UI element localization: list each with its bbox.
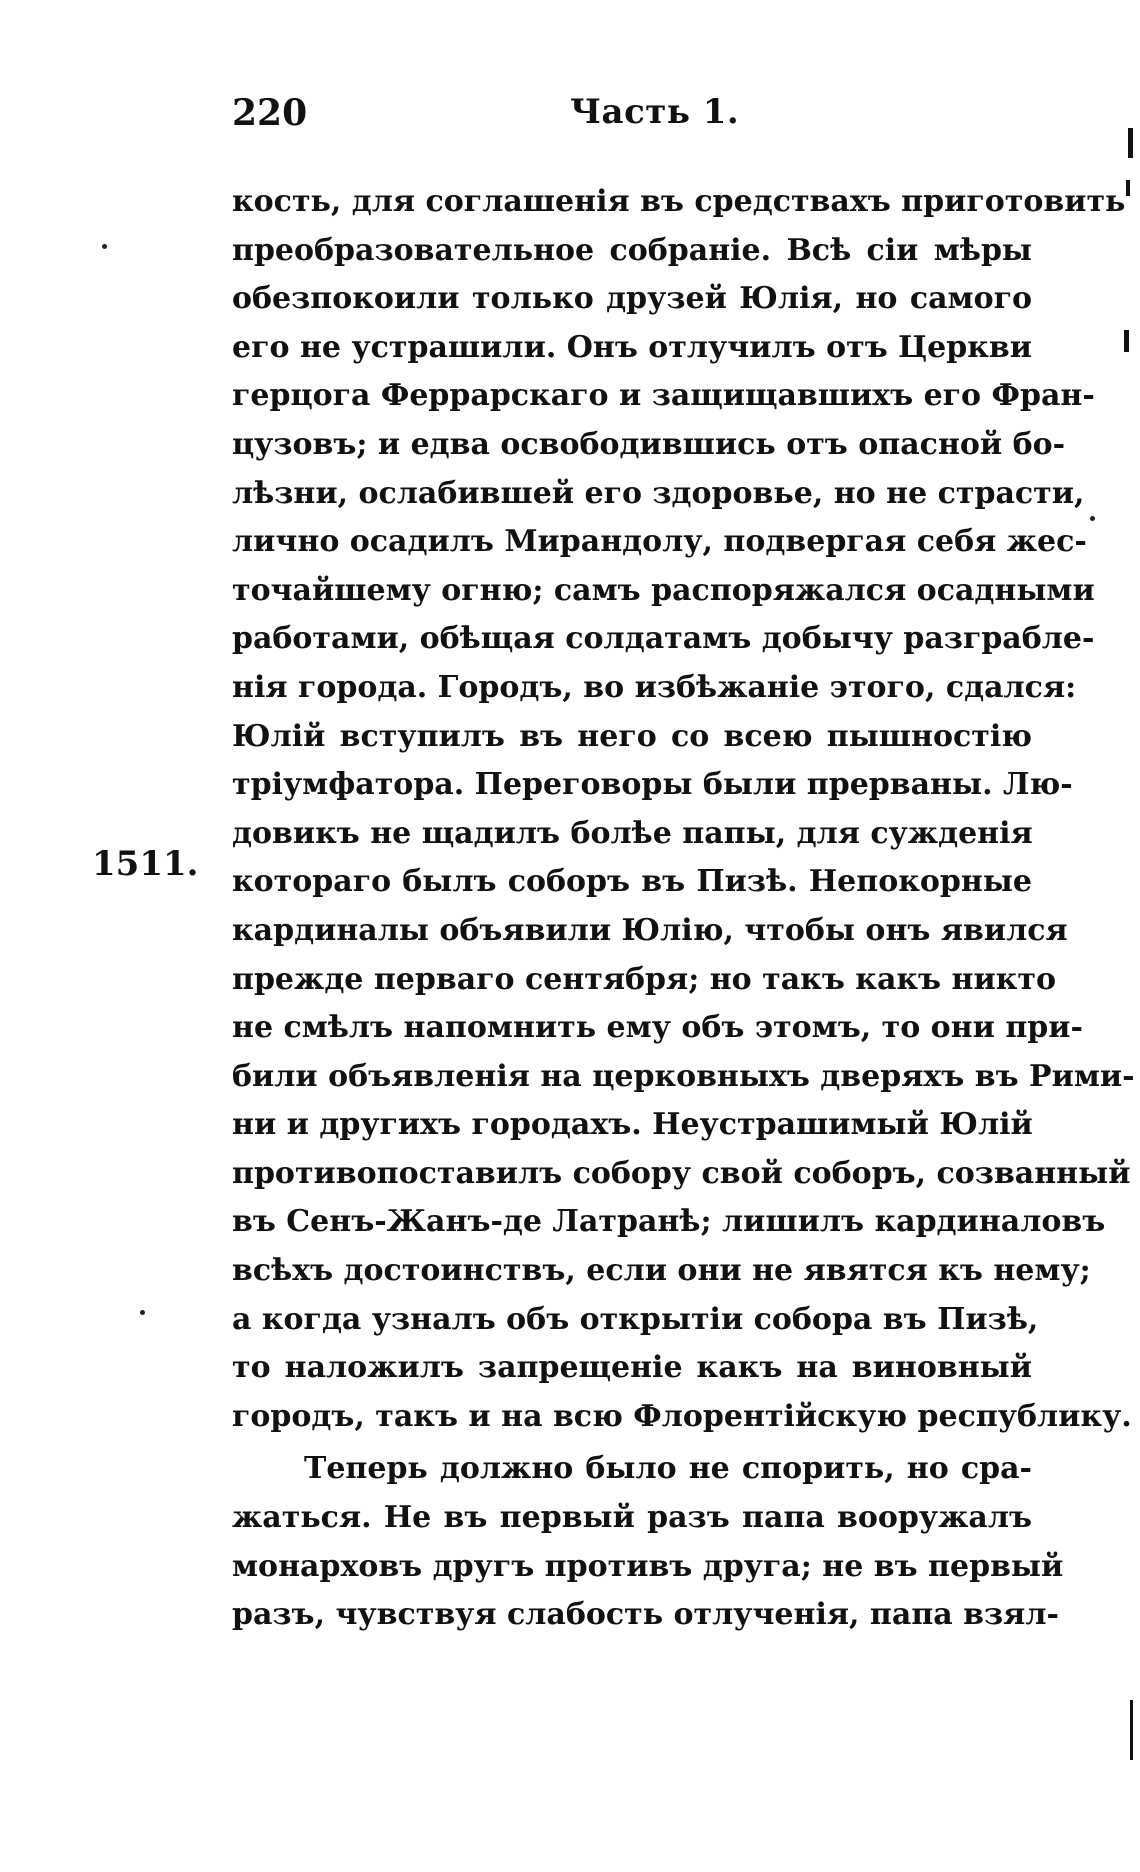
text-line: довикъ не щадилъ болѣе папы, для сужденія	[232, 815, 1033, 851]
text-line: то наложилъ запрещеніе какъ на виновный	[232, 1350, 1032, 1386]
text-line: герцога Феррарскаго и защищавшихъ его Фран-	[232, 378, 1095, 414]
page-number: 220	[232, 92, 308, 134]
scan-speck	[102, 244, 107, 249]
text-line: прежде перваго сентября; но такъ какъ никто	[232, 961, 1056, 997]
text-line: цузовъ; и едва освободившись отъ опасной бо-	[232, 426, 1066, 462]
text-line: въ Сенъ-Жанъ-де Латранѣ; лишилъ кардиналовъ	[232, 1204, 1106, 1240]
text-line: кость, для соглашенія въ средствахъ приготовить	[232, 184, 1126, 219]
text-line: городъ, такъ и на всю Флорентійскую республику.	[232, 1398, 1132, 1434]
text-line: котораго былъ соборъ въ Пизѣ. Непокорные	[232, 864, 1032, 900]
text-line: всѣхъ достоинствъ, если они не явятся къ нему;	[232, 1253, 1091, 1289]
text-line: точайшему огню; самъ распоряжался осадными	[232, 572, 1095, 608]
margin-year-note: 1511.	[92, 844, 199, 884]
text-line: нія города. Городъ, во избѣжаніе этого, сдался:	[232, 669, 1077, 705]
text-line: монарховъ другъ противъ друга; не въ первый	[232, 1548, 1064, 1584]
scan-edge-mark	[1128, 128, 1133, 158]
text-line: преобразовательное собраніе. Всѣ сіи мѣры	[232, 232, 1032, 268]
scan-edge-mark	[1124, 330, 1129, 352]
body-text	[232, 178, 1135, 1640]
text-line: обезпокоили только друзей Юлія, но самого	[232, 281, 1032, 317]
text-line: Юлій вступилъ въ него со всею пышностію	[232, 718, 1032, 754]
scan-edge-mark	[1126, 180, 1130, 196]
scan-speck	[1090, 516, 1095, 521]
scan-speck	[140, 1310, 145, 1315]
text-line: били объявленія на церковныхъ дверяхъ въ Рими-	[232, 1058, 1135, 1094]
text-line: противопоставилъ собору свой соборъ, созванный	[232, 1155, 1131, 1191]
text-line: тріумфатора. Переговоры были прерваны. Лю-	[232, 767, 1073, 803]
text-line: его не устрашили. Онъ отлучилъ отъ Церкви	[232, 329, 1032, 365]
running-head: Часть 1.	[570, 92, 740, 132]
text-line: ни и другихъ городахъ. Неустрашимый Юлій	[232, 1107, 1033, 1143]
scan-edge-mark	[1130, 1700, 1133, 1760]
text-line: лѣзни, ослабившей его здоровье, но не страсти,	[232, 475, 1085, 511]
page-header	[232, 92, 1032, 142]
text-line: а когда узналъ объ открытіи собора въ Пизѣ,	[232, 1301, 1039, 1337]
text-line: жаться. Не въ первый разъ папа вооружалъ	[232, 1500, 1032, 1536]
text-line: кардиналы объявили Юлію, чтобы онъ явился	[232, 912, 1068, 948]
text-line: разъ, чувствуя слабость отлученія, папа взял-	[232, 1597, 1059, 1633]
text-line: лично осадилъ Мирандолу, подвергая себя жес-	[232, 524, 1087, 560]
text-line: Теперь должно было не спорить, но сра-	[304, 1451, 1032, 1487]
text-line: не смѣлъ напомнить ему объ этомъ, то они при-	[232, 1010, 1083, 1046]
text-line: работами, обѣщая солдатамъ добычу разграбле-	[232, 621, 1095, 657]
